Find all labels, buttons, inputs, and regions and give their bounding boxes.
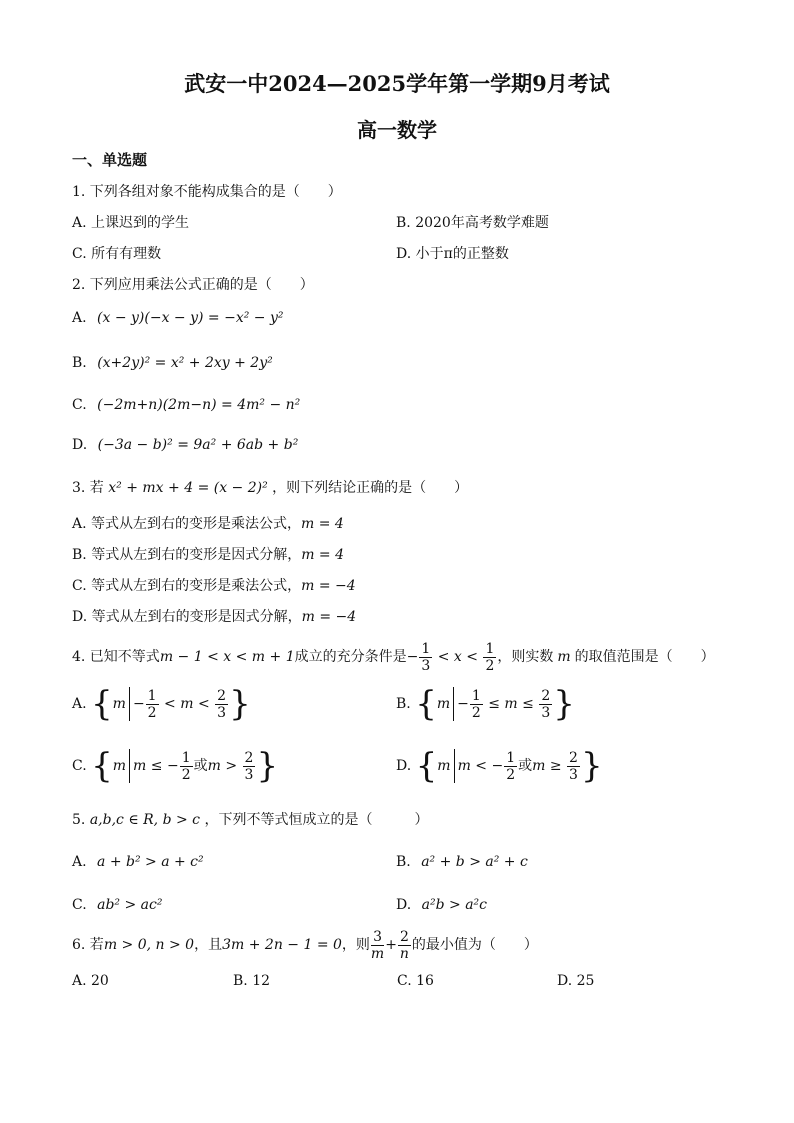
option-label: A. [72,696,87,712]
q4-stem-end: 的取值范围是（ ） [574,649,715,665]
q5-stem-suffix: ，下列不等式恒成立的是（ ） [204,812,429,828]
q3-option-b [72,545,344,565]
option-value: m = −4 [301,609,357,625]
q5-stem-formula: a,b,c ∈ R, b > c [89,812,201,828]
q4-option-d: D. {m m < − $\frac{1}{2}$ 或m ≥ $\frac{2}{3}$ } [396,746,603,786]
option-text: C. 等式从左到右的变形是乘法公式， [72,578,302,594]
q4-stem-suffix: ，则实数 [497,649,554,665]
option-value: m = 4 [301,516,344,532]
q6-option-c: C. 16 [397,973,434,989]
q1-option-d: D. 小于π的正整数 [396,246,509,262]
q2-option-a [72,308,284,328]
q5-option-b [396,852,528,872]
option-label: A. [72,310,87,326]
q5-option-c [72,895,162,915]
q6-stem-end: 的最小值为（ ） [411,937,538,953]
q1-option-c: C. 所有有理数 [72,246,162,262]
q6-option-d: D. 25 [557,973,595,989]
option-value: m = 4 [301,547,345,563]
q2-formula-b: (x+2y)² = x² + 2xy + 2y² [97,355,273,371]
q5-stem [72,810,428,830]
q6-option-b: B. 12 [233,973,271,989]
fraction: $\frac{1}{3}$ [421,640,431,674]
q4-option-a: A. {m − $\frac{1}{2}$ < m < $\frac{2}{3}$ } [72,684,251,724]
option-text: A. 等式从左到右的变形是乘法公式， [72,516,302,532]
exam-title: 武安一中2024—2025学年第一学期9月考试 [184,71,610,96]
q1-option-b: B. 2020年高考数学难题 [396,215,549,231]
q4-stem-mid: 成立的充分条件是 [294,649,407,665]
option-label: C. [72,758,87,774]
q6-stem-mid2: ，则 [341,937,370,953]
option-label: B. [396,696,411,712]
option-label: D. [72,437,88,453]
q6-stem-mid: ，且 [194,937,223,953]
q4-stem-inequality: m − 1 < x < m + 1 [159,649,295,665]
q4-stem: 4. 已知不等式m − 1 < x < m + 1成立的充分条件是− $\frac{1}{3}$ < x < $\frac{1}{2}$ ，则实数 m 的取值范围是（ ） [72,640,715,674]
q3-option-d [72,607,356,627]
q1-option-a: A. 上课迟到的学生 [72,215,190,231]
option-label: D. [396,758,412,774]
q5-formula-a: a + b² > a + c² [97,854,204,870]
q2-formula-a: (x − y)(−x − y) = −x² − y² [97,310,284,326]
fraction: $\frac{3}{m}$ [370,928,385,962]
exam-subject: 高一数学 [357,118,437,142]
q6-stem: 6. 若m > 0, n > 0，且3m + 2n − 1 = 0，则 $\frac{3}{m}$ + $\frac{2}{n}$ 的最小值为（ ） [72,928,538,962]
q3-stem-prefix: 3. 若 [72,480,104,496]
q4-option-b: B. {m − $\frac{1}{2}$ ≤ m ≤ $\frac{2}{3}$ } [396,684,575,724]
fraction: $\frac{2}{n}$ [399,928,409,962]
q3-option-c [72,576,356,596]
q3-stem-suffix: ，则下列结论正确的是（ ） [272,480,469,496]
q6-stem-prefix: 6. 若 [72,937,104,953]
or-text: 或 [193,758,208,774]
q3-option-a [72,514,344,534]
option-label: D. [396,897,412,913]
option-label: B. [72,355,87,371]
option-text: B. 等式从左到右的变形是因式分解， [72,547,302,563]
q6-stem-condition: m > 0, n > 0 [103,937,195,953]
option-label: B. [396,854,411,870]
q5-stem-prefix: 5. [72,812,86,828]
q3-stem [72,478,468,498]
q2-formula-c: (−2m+n)(2m−n) = 4m² − n² [97,397,301,413]
q5-option-d [396,895,487,915]
q5-formula-b: a² + b > a² + c [421,854,528,870]
q2-option-d [72,435,298,455]
q1-stem: 1. 下列各组对象不能构成集合的是（ ） [72,184,342,200]
q5-option-a [72,852,204,872]
q5-formula-d: a²b > a²c [421,897,487,913]
q4-stem-var: m [557,649,571,665]
option-text: D. 等式从左到右的变形是因式分解， [72,609,302,625]
q4-stem-prefix: 4. 已知不等式 [72,649,160,665]
q2-option-b [72,353,273,373]
q2-stem: 2. 下列应用乘法公式正确的是（ ） [72,277,314,293]
option-label: C. [72,397,87,413]
q2-option-c [72,395,300,415]
fraction: $\frac{1}{2}$ [485,640,495,674]
q3-stem-formula: x² + mx + 4 = (x − 2)² [108,480,268,496]
option-label: C. [72,897,87,913]
q5-formula-c: ab² > ac² [97,897,163,913]
section-heading: 一、单选题 [72,151,148,169]
q6-option-a: A. 20 [72,973,109,989]
option-value: m = −4 [301,578,356,594]
q6-stem-equation: 3m + 2n − 1 = 0 [222,937,342,953]
q4-option-c: C. {m m ≤ − $\frac{1}{2}$ 或m > $\frac{2}{3}$ } [72,746,279,786]
or-text: 或 [518,758,533,774]
option-label: A. [72,854,87,870]
q2-formula-d: (−3a − b)² = 9a² + 6ab + b² [97,437,299,453]
